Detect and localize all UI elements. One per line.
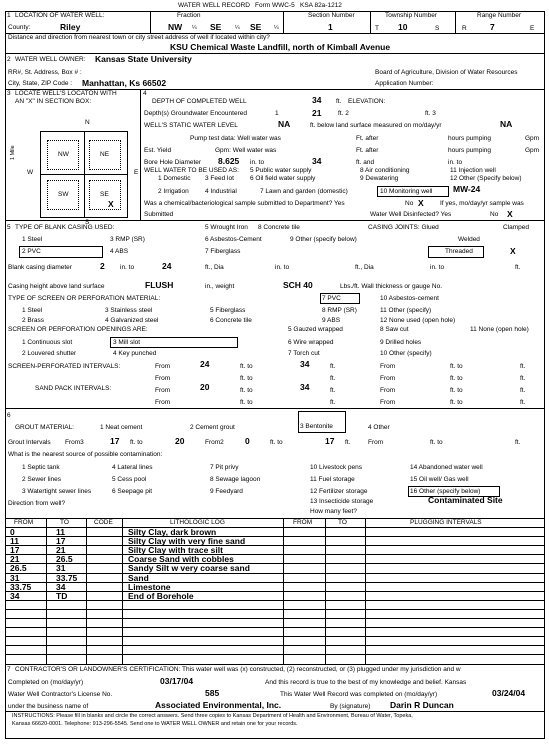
range-value: 7 <box>490 22 495 32</box>
locate-label: LOCATE WELL'S LOCATON WITH <box>15 90 117 97</box>
log-cell-to: 34 <box>56 581 66 592</box>
log-cell-lith: Limestone <box>128 581 171 592</box>
groundwater-label: Depth(s) Groundwater Encountered <box>144 110 247 117</box>
log-row-line <box>5 591 545 592</box>
city-value: Manhattan, Ks 66502 <box>82 78 167 88</box>
log-cell-lith: Silty Clay, dark brown <box>128 527 217 537</box>
county-label: County: <box>8 24 31 31</box>
location-label: LOCATION OF WATER WELL: <box>15 12 105 19</box>
log-row-line <box>5 554 545 555</box>
township-label: Township Number <box>385 12 438 19</box>
signature: Darin R Duncan <box>390 700 454 710</box>
static-label: WELL'S STATIC WATER LEVEL <box>144 122 238 129</box>
city-label: City, State, ZIP Code : <box>8 80 73 87</box>
log-cell-from: 0 <box>10 527 15 537</box>
log-row-line <box>5 563 545 564</box>
log-cell-lith: Coarse Sand with cobbles <box>128 554 234 565</box>
log-cell-lith: Sandy Silt w very coarse sand <box>128 563 250 574</box>
log-cell-to: 11 <box>56 527 65 537</box>
log-cell-from: 34 <box>10 590 20 601</box>
log-cell-to: 17 <box>56 536 66 547</box>
log-cell-lith: Sand <box>128 572 149 583</box>
county-value: Riley <box>60 22 81 32</box>
depth-label: DEPTH OF COMPLETED WELL <box>152 98 247 105</box>
certification-text: CONTRACTOR'S OR LANDOWNER'S CERTIFICATION: This water well was (x) constructed, (2) reconstructed, or (3) plugged under my jurisdiction and w <box>15 666 461 673</box>
owner-label: WATER WELL OWNER: <box>15 56 86 63</box>
ksa-number: KSA 82a-1212 <box>300 2 342 9</box>
log-cell-lith: End of Borehole <box>128 590 194 601</box>
log-row-line <box>5 600 545 601</box>
distance-label: Distance and direction from nearest town or city street address of well if located within city? <box>8 34 270 41</box>
log-cell-lith: Silty Clay with very fine sand <box>128 536 246 547</box>
screen-from: 24 <box>200 359 210 369</box>
log-row-line <box>5 609 545 610</box>
application-label: Application Number: <box>375 80 434 87</box>
fraction-3: SE <box>250 22 262 32</box>
completed-date: 03/17/04 <box>160 676 194 686</box>
log-row-line <box>5 654 545 655</box>
log-cell-from: 17 <box>10 545 20 556</box>
form-number: Form WWC-5 <box>255 2 295 9</box>
elevation-label: ELEVATION: <box>348 98 386 105</box>
static-value: NA <box>278 119 291 129</box>
use-label: WELL WATER TO BE USED AS: <box>144 167 239 174</box>
fraction-1: NW <box>168 22 183 32</box>
log-row-line <box>5 627 545 628</box>
log-cell-from: 11 <box>10 536 19 547</box>
township-value: 10 <box>398 22 408 32</box>
bore-value: 8.625 <box>218 156 240 166</box>
groundwater-value: 21 <box>312 108 322 118</box>
log-row-line <box>5 545 545 546</box>
well-id: MW-24 <box>453 184 481 194</box>
log-cell-from: 26.5 <box>10 563 27 574</box>
distance-value: KSU Chemical Waste Landfill, north of Kimball Avenue <box>170 42 391 52</box>
record-date: 03/24/04 <box>492 688 526 698</box>
pack-to: 34 <box>300 382 310 392</box>
log-cell-to: 21 <box>56 545 66 556</box>
business-name: Associated Environmental, Inc. <box>155 700 282 710</box>
screen-to: 34 <box>300 359 310 369</box>
depth-value: 34 <box>312 95 322 105</box>
log-cell-to: TD <box>56 590 68 601</box>
log-row-line <box>5 618 545 619</box>
log-row-line <box>5 573 545 574</box>
fraction-2: SE <box>210 22 222 32</box>
casing-label: TYPE OF BLANK CASING USED: <box>15 224 115 231</box>
owner-value: Kansas State University <box>95 54 192 64</box>
log-cell-to: 26.5 <box>56 554 73 565</box>
section-number: 1 <box>7 12 11 19</box>
log-cell-to: 31 <box>56 563 66 574</box>
log-cell-to: 33.75 <box>56 572 78 583</box>
section-label: Section Number <box>308 12 355 19</box>
contamination-value: Contaminated Site <box>428 495 503 505</box>
log-row-line <box>5 636 545 637</box>
location-mark: X <box>108 199 114 209</box>
fraction-label: Fraction <box>177 12 201 19</box>
log-cell-lith: Silty Clay with trace silt <box>128 545 223 556</box>
board-label: Board of Agriculture, Division of Water Resources <box>375 69 518 76</box>
log-cell-from: 33.75 <box>10 581 32 592</box>
log-row-line <box>5 536 545 537</box>
instructions: INSTRUCTIONS: Please fill in blanks and circle the correct answers. Send three copies to Kansas Department of Health and Environment, Bureau of Water, Topeka, <box>12 713 413 719</box>
log-cell-from: 31 <box>10 572 20 583</box>
address-label: RR#, St. Address, Box # : <box>8 69 82 76</box>
log-row-line <box>5 582 545 583</box>
form-title: WATER WELL RECORD <box>178 2 250 9</box>
pack-from: 20 <box>200 382 210 392</box>
log-cell-from: 21 <box>10 554 20 565</box>
log-row-line <box>5 645 545 646</box>
section-value: 1 <box>328 22 333 32</box>
license-number: 585 <box>205 688 220 698</box>
range-label: Range Number <box>477 12 522 19</box>
